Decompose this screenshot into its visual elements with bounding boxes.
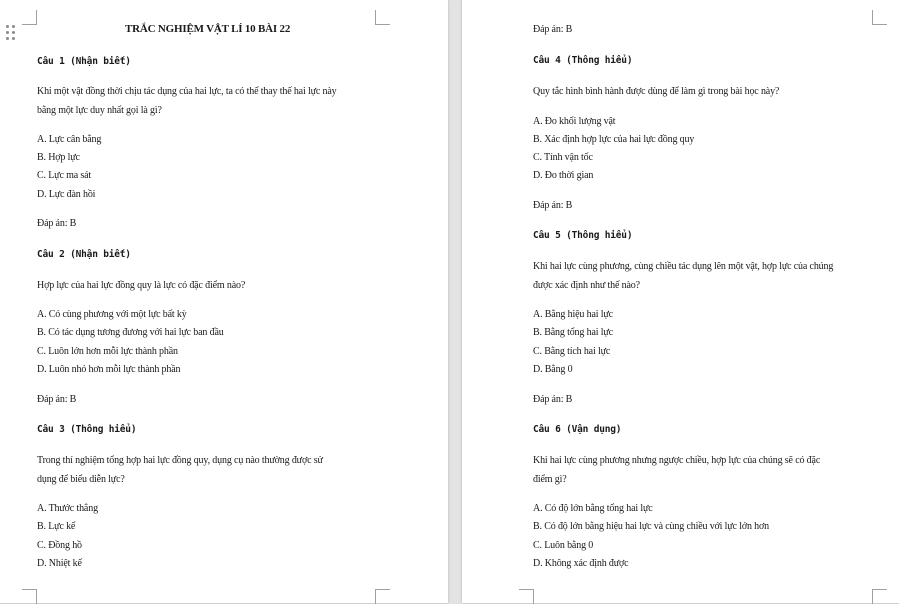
option-d: D. Nhiệt kế (37, 558, 82, 569)
document-page-right (462, 0, 899, 603)
option-c: C. Bằng tích hai lực (533, 346, 611, 357)
question-heading: Câu 4 (Thông hiểu) (533, 55, 633, 66)
option-b: B. Có tác dụng tương đương với hai lực ban đầu (37, 327, 224, 338)
option-a: A. Bằng hiệu hai lực (533, 309, 613, 320)
option-d: D. Luôn nhỏ hơn mỗi lực thành phần (37, 364, 181, 375)
answer-line: Đáp án: B (533, 394, 573, 405)
option-a: A. Có cùng phương với một lực bất kỳ (37, 309, 187, 320)
option-c: C. Luôn bằng 0 (533, 540, 594, 551)
question-text: điểm gì? (533, 474, 567, 485)
option-c: C. Tính vận tốc (533, 152, 593, 163)
option-a: A. Có độ lớn bằng tổng hai lực (533, 503, 653, 514)
option-b: B. Bằng tổng hai lực (533, 327, 613, 338)
question-text: Khi một vật đồng thời chịu tác dụng của hai lực, ta có thể thay thế hai lực này (37, 86, 337, 97)
question-text: Quy tắc hình bình hành được dùng để làm gì trong bài học này? (533, 86, 780, 97)
question-heading: Câu 2 (Nhận biết) (37, 249, 131, 260)
option-b: B. Lực kế (37, 521, 76, 532)
option-c: C. Luôn lớn hơn mỗi lực thành phần (37, 346, 178, 357)
option-c: C. Đồng hồ (37, 540, 82, 551)
question-heading: Câu 6 (Vận dụng) (533, 424, 622, 435)
page-content[interactable] (0, 0, 448, 603)
option-a: A. Lực cân bằng (37, 134, 102, 145)
question-text: được xác định như thế nào? (533, 280, 640, 291)
option-d: D. Không xác định được (533, 558, 629, 569)
option-a: A. Đo khối lượng vật (533, 116, 616, 127)
option-d: D. Đo thời gian (533, 170, 594, 181)
question-text: Khi hai lực cùng phương nhưng ngược chiều, hợp lực của chúng sẽ có đặc (533, 455, 821, 466)
answer-line: Đáp án: B (533, 24, 573, 35)
answer-line: Đáp án: B (37, 218, 77, 229)
option-b: B. Có độ lớn bằng hiệu hai lực và cùng chiều với lực lớn hơn (533, 521, 770, 532)
question-text: bằng một lực duy nhất gọi là gì? (37, 105, 162, 116)
option-d: D. Bằng 0 (533, 364, 573, 375)
document-page-left (0, 0, 448, 603)
option-c: C. Lực ma sát (37, 170, 92, 181)
page-content[interactable] (462, 0, 899, 603)
answer-line: Đáp án: B (37, 394, 77, 405)
option-b: B. Hợp lực (37, 152, 80, 163)
answer-line: Đáp án: B (533, 200, 573, 211)
option-d: D. Lực đàn hồi (37, 189, 96, 200)
question-heading: Câu 1 (Nhận biết) (37, 56, 131, 67)
option-b: B. Xác định hợp lực của hai lực đồng quy (533, 134, 695, 145)
document-title: TRẮC NGHIỆM VẬT LÍ 10 BÀI 22 (125, 23, 291, 35)
question-text: Khi hai lực cùng phương, cùng chiều tác dụng lên một vật, hợp lực của chúng (533, 261, 834, 272)
question-text: dụng để biểu diễn lực? (37, 474, 125, 485)
question-heading: Câu 3 (Thông hiểu) (37, 424, 137, 435)
question-heading: Câu 5 (Thông hiểu) (533, 230, 633, 241)
option-a: A. Thước thẳng (37, 503, 98, 514)
question-text: Trong thí nghiệm tổng hợp hai lực đồng quy, dụng cụ nào thường được sử (37, 455, 323, 466)
question-text: Hợp lực của hai lực đồng quy là lực có đặc điểm nào? (37, 280, 246, 291)
